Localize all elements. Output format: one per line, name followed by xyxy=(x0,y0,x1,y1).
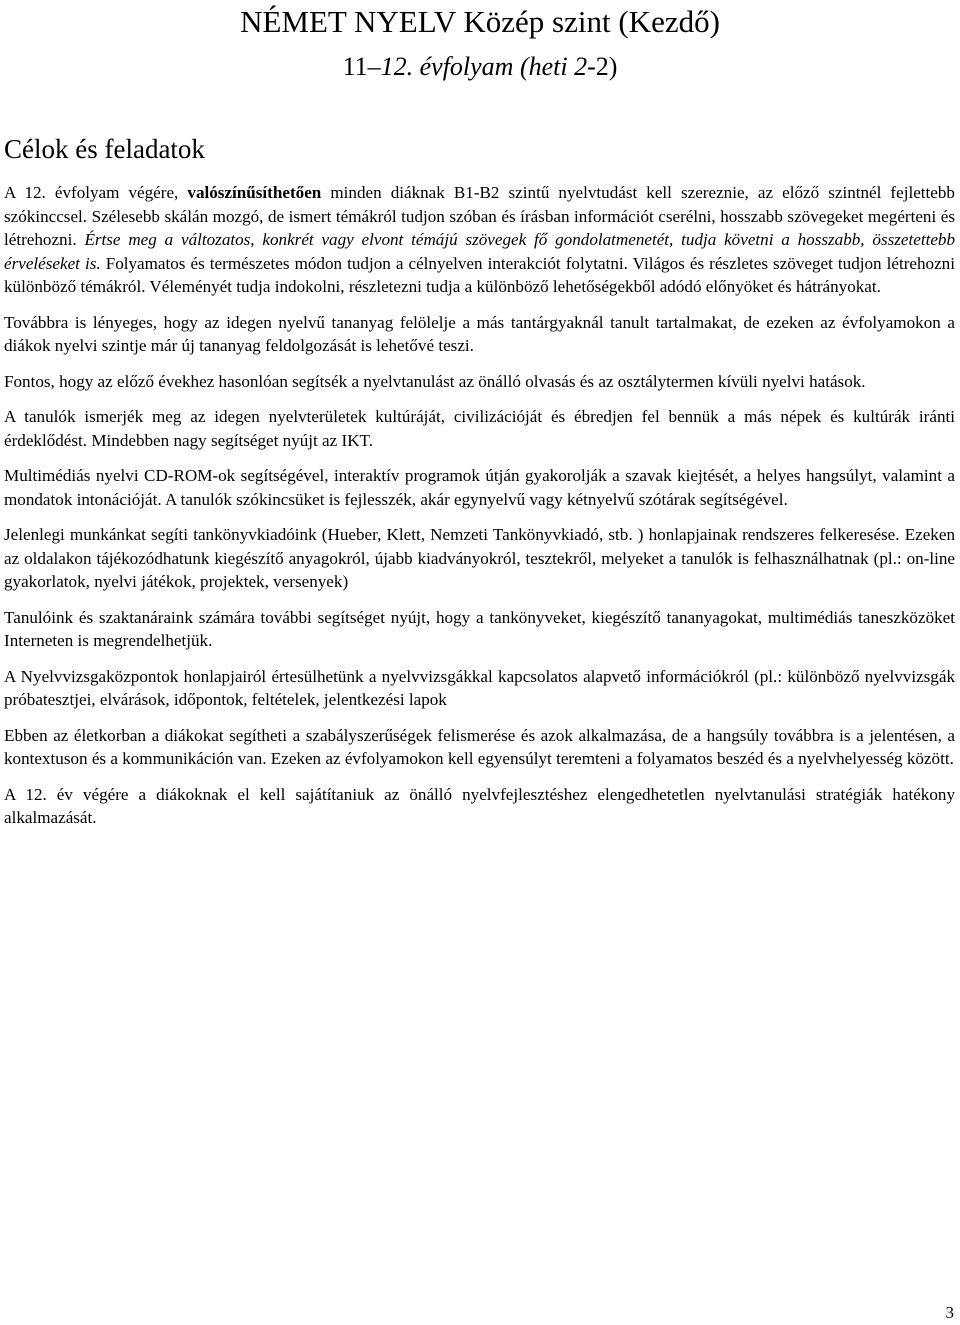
p1-sentence-1a: A 12. évfolyam végére, xyxy=(4,183,188,202)
paragraph-10: A 12. év végére a diákoknak el kell sajátítaniuk az önálló nyelvfejlesztéshez elengedhetetlen nyelvtanulási stratégiák hatékony alkalmazását. xyxy=(4,784,955,827)
subtitle-part-2: –12. évfolyam (heti 2 xyxy=(367,52,588,81)
paragraph-9: Ebben az életkorban a diákokat segítheti a szabályszerűségek felismerése és azok alkalmazása, de a hangsúly továbbra is a jelentésen, a kontextuson és a kommunikáción van. Ezeken az évfolyamokon kell egyensúlyt teremteni a folyamatos beszéd és a nyelvhelyesség között. xyxy=(4,725,955,768)
section-heading: Célok és feladatok xyxy=(4,134,205,164)
paragraph-7: Tanulóink és szaktanáraink számára további segítséget nyújt, hogy a tankönyveket, kiegészítő tananyagokat, multimédiás taneszközöket Interneten is megrendelhetjük. xyxy=(4,607,955,650)
paragraph-3: Fontos, hogy az előző évekhez hasonlóan segítsék a nyelvtanulást az önálló olvasás és az osztálytermen kívüli nyelvi hatások. xyxy=(4,371,866,391)
p1-italic-sentence: Értse meg a változatos, konkrét vagy elvont témájú szövegek fő gondolatmenetét, tudja követni a hosszabb, összetettebb érveléseket is. xyxy=(4,230,956,273)
body-text xyxy=(4,181,955,842)
paragraph-1 xyxy=(4,181,955,299)
p1-bold-word: valószínűsíthetően xyxy=(187,183,322,202)
p1-sentence-3: Folyamatos és természetes módon tudjon a célnyelven interakciót folytatni. Világos és részletes szöveget tudjon létrehozni különböző témákról. Véleményét tudja indokolni, részletezni tudja a különböző lehetőségekből adódó előnyöket és hátrányokat. xyxy=(4,253,955,296)
subtitle-part-1: 11 xyxy=(342,52,368,81)
document-title: NÉMET NYELV Közép szint (Kezdő) xyxy=(240,4,720,39)
paragraph-4: A tanulók ismerjék meg az idegen nyelvterületek kultúráját, civilizációját és ébredjen fel bennük a más népek és kultúrák iránti érdeklődést. Mindebben nagy segítséget nyújt az IKT. xyxy=(4,407,955,450)
paragraph-8: A Nyelvvizsgaközpontok honlapjairól értesülhetünk a nyelvvizsgákkal kapcsolatos alapvető információkról (pl.: különböző nyelvvizsgák próbatesztjei, elvárások, időpontok, feltételek, jelentkezési lapok xyxy=(4,666,955,709)
paragraph-5: Multimédiás nyelvi CD-ROM-ok segítségével, interaktív programok útján gyakorolják a szavak kiejtését, a helyes hangsúlyt, valamint a mondatok intonációját. A tanulók szókincsüket is fejlesszék, akár egynyelvű vagy kétnyelvű szótárak segítségével. xyxy=(4,466,955,509)
p1-sentence-1c: minden diáknak B1-B2 szintű nyelvtudást kell szereznie, az előző szintnél fejlettebb szókinccsel. Szélesebb skálán mozgó, de ismert témákról tudjon szóban és írásban információt cserélni, hosszabb szövegeket megérteni és létrehozni. xyxy=(4,183,955,249)
paragraph-6: Jelenlegi munkánkat segíti tankönyvkiadóink (Hueber, Klett, Nemzeti Tankönyvkiadó, stb. ) honlapjainak rendszeres felkeresése. Ezeken az oldalakon tájékozódhatunk kiegészítő anyagokról, újabb kiadványokról, tesztekről, melyeket a tanulók is felhasználhatnak (pl.: on-line gyakorlatok, nyelvi játékok, projektek, versenyek) xyxy=(4,525,955,591)
subtitle-part-3: -2) xyxy=(587,52,618,81)
document-subtitle xyxy=(0,50,960,84)
paragraph-2: Továbbra is lényeges, hogy az idegen nyelvű tananyag felölelje a más tantárgyaknál tanult tartalmakat, de ezeken az évfolyamokon a diákok nyelvi szintje már új tananyag feldolgozását is lehetővé teszi. xyxy=(4,312,955,355)
page-number: 3 xyxy=(945,1303,954,1322)
